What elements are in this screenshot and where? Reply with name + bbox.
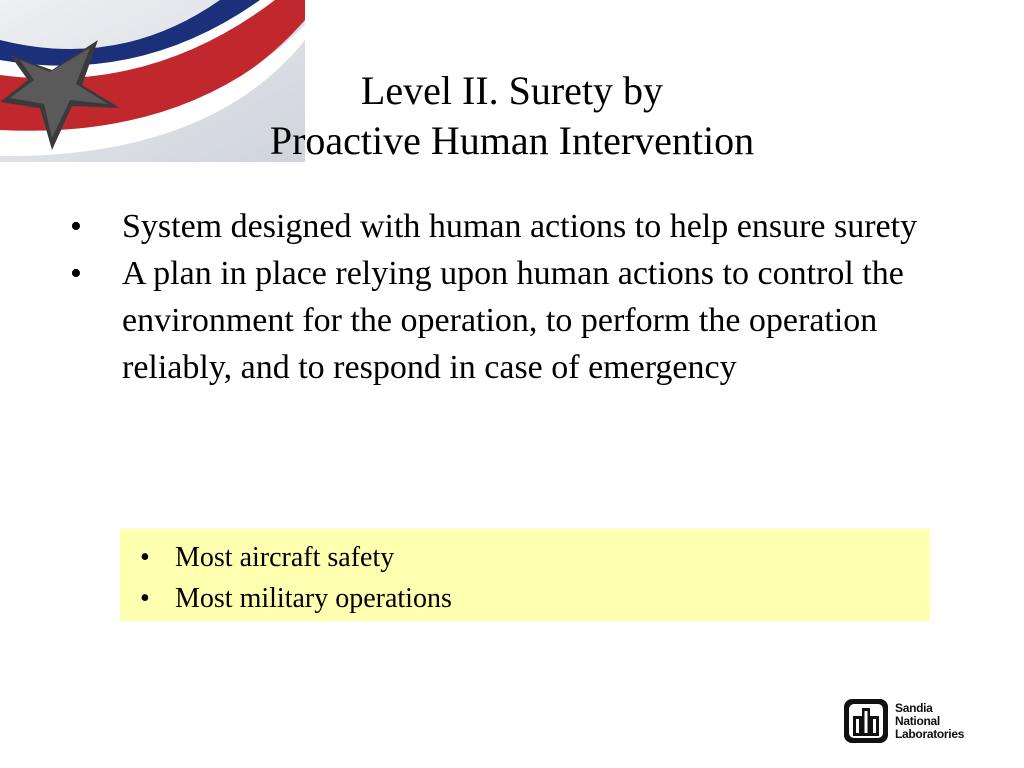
examples-callout-box — [120, 529, 930, 621]
slide-title — [140, 66, 884, 166]
bullet-marker: • — [70, 255, 82, 292]
logo-line-laboratories: Laboratories — [895, 726, 965, 741]
bullet-marker: • — [70, 208, 82, 245]
bullet-item — [70, 203, 990, 250]
example-text: Most aircraft safety — [175, 542, 395, 573]
example-item — [140, 537, 452, 578]
example-item — [140, 578, 452, 619]
example-marker: • — [140, 583, 150, 614]
logo-line-sandia: Sandia — [895, 700, 933, 715]
bullet-text: A plan in place relying upon human actions to control the environment for the operation, to perform the operation reliably, and to respond in case of emergency — [122, 255, 904, 386]
example-marker: • — [140, 542, 150, 573]
sandia-logo — [843, 696, 967, 746]
main-bullet-list — [70, 203, 990, 391]
sandia-thunderbird-icon — [843, 698, 889, 744]
slide-title-line-1: Level II. Surety by — [360, 68, 664, 113]
logo-line-national: National — [895, 713, 940, 728]
example-text: Most military operations — [175, 583, 452, 614]
sandia-logo-text — [895, 702, 964, 741]
slide-title-line-2: Proactive Human Intervention — [269, 118, 755, 163]
bullet-item — [70, 250, 990, 391]
examples-list — [140, 537, 452, 619]
bullet-text: System designed with human actions to help ensure surety — [122, 208, 918, 245]
